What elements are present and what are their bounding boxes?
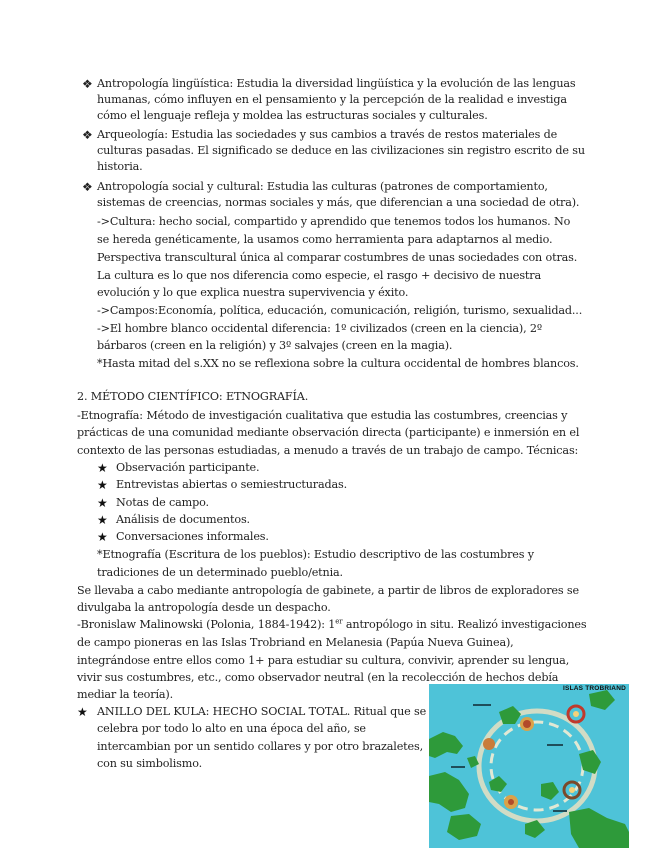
technique-item: Análisis de documentos. <box>116 513 250 526</box>
bullet-line: sistemas de creencias, normas sociales y más, que diferencian a una sociedad de otra). <box>97 196 580 209</box>
kula-line: intercambian por un sentido collares y por otro brazaletes, <box>97 740 423 753</box>
paragraph-line: mediar la teoría). <box>77 688 174 701</box>
paragraph-line: divulgaba la antropología desde un despacho. <box>77 601 331 614</box>
paragraph-line: vivir sus costumbres, etc., como observador neutral (en la recolección de hechos debía <box>77 671 559 684</box>
bullet-line: ->Cultura: hecho social, compartido y aprendido que tenemos todos los humanos. No <box>97 215 571 228</box>
bullet-line: historia. <box>97 160 143 173</box>
technique-item: Entrevistas abiertas o semiestructuradas. <box>116 478 347 491</box>
text-span: -Bronislaw Malinowski (Polonia, 1884-1942): 1 <box>77 618 336 631</box>
paragraph-line: -Etnografía: Método de investigación cualitativa que estudia las costumbres, creencias y <box>77 409 568 422</box>
diamond-bullet-icon: ❖ <box>82 77 93 91</box>
technique-item: Notas de campo. <box>116 496 209 509</box>
note-line: *Etnografía (Escritura de los pueblos): Estudio descriptivo de las costumbres y <box>97 548 534 561</box>
diamond-bullet-icon: ❖ <box>82 180 93 194</box>
bullet-line: se hereda genéticamente, la usamos como herramienta para adaptarnos al medio. <box>97 233 553 246</box>
bullet-line: humanas, cómo influyen en el pensamiento y la percepción de la realidad e investiga <box>97 93 567 106</box>
paragraph-line <box>77 617 586 633</box>
paragraph-line: Se llevaba a cabo mediante antropología de gabinete, a partir de libros de exploradores se <box>77 584 579 597</box>
section-title: 2. MÉTODO CIENTÍFICO: ETNOGRAFÍA. <box>77 390 309 403</box>
bullet-line: ->Campos:Economía, política, educación, comunicación, religión, turismo, sexualidad... <box>97 304 583 317</box>
bullet-line: cómo el lenguaje refleja y moldea las estructuras sociales y culturales. <box>97 109 488 122</box>
paragraph-line: integrándose entre ellos como 1+ para estudiar su cultura, convivir, aprender su lengua, <box>77 654 570 667</box>
trobriand-map-image <box>429 684 629 848</box>
bullet-line: culturas pasadas. El significado se deduce en las civilizaciones sin registro escrito de su <box>97 144 585 157</box>
star-bullet-icon: ★ <box>97 496 108 510</box>
map-illustration <box>429 684 629 848</box>
paragraph-line: de campo pioneras en las Islas Trobriand en Melanesia (Papúa Nueva Guinea), <box>77 636 514 649</box>
star-bullet-icon: ★ <box>97 461 108 475</box>
kula-line: con su simbolismo. <box>97 757 202 770</box>
star-bullet-icon: ★ <box>97 513 108 527</box>
superscript: er <box>335 617 343 626</box>
bullet-line: Perspectiva transcultural única al comparar costumbres de unas sociedades con otras. <box>97 251 578 264</box>
technique-item: Observación participante. <box>116 461 260 474</box>
paragraph-line: prácticas de una comunidad mediante observación directa (participante) e inmersión en el <box>77 426 580 439</box>
map-title: ISLAS TROBRIAND <box>563 685 626 692</box>
bullet-line: *Hasta mitad del s.XX no se reflexiona sobre la cultura occidental de hombres blancos. <box>97 357 579 370</box>
technique-item: Conversaciones informales. <box>116 530 269 543</box>
bullet-line: bárbaros (creen en la religión) y 3º salvajes (creen en la magia). <box>97 339 453 352</box>
bullet-line: ->El hombre blanco occidental diferencia: 1º civilizados (creen en la ciencia), 2º <box>97 322 543 335</box>
diamond-bullet-icon: ❖ <box>82 128 93 142</box>
star-bullet-icon: ★ <box>77 705 88 719</box>
note-line: tradiciones de un determinado pueblo/etnia. <box>97 566 343 579</box>
text-span: antropólogo in situ. Realizó investigaciones <box>342 618 587 631</box>
bullet-line: Arqueología: Estudia las sociedades y sus cambios a través de restos materiales de <box>97 128 558 141</box>
kula-line: celebra por todo lo alto en una época del año, se <box>97 722 366 735</box>
bullet-line: Antropología lingüística: Estudia la diversidad lingüística y la evolución de las lenguas <box>97 77 576 90</box>
star-bullet-icon: ★ <box>97 478 108 492</box>
bullet-line: evolución y lo que explica nuestra supervivencia y éxito. <box>97 286 409 299</box>
star-bullet-icon: ★ <box>97 530 108 544</box>
bullet-line: Antropología social y cultural: Estudia las culturas (patrones de comportamiento, <box>97 180 548 193</box>
paragraph-line: contexto de las personas estudiadas, a menudo a través de un trabajo de campo. Técnicas: <box>77 444 579 457</box>
kula-line: ANILLO DEL KULA: HECHO SOCIAL TOTAL. Ritual que se <box>97 705 427 718</box>
bullet-line: La cultura es lo que nos diferencia como especie, el rasgo + decisivo de nuestra <box>97 269 541 282</box>
